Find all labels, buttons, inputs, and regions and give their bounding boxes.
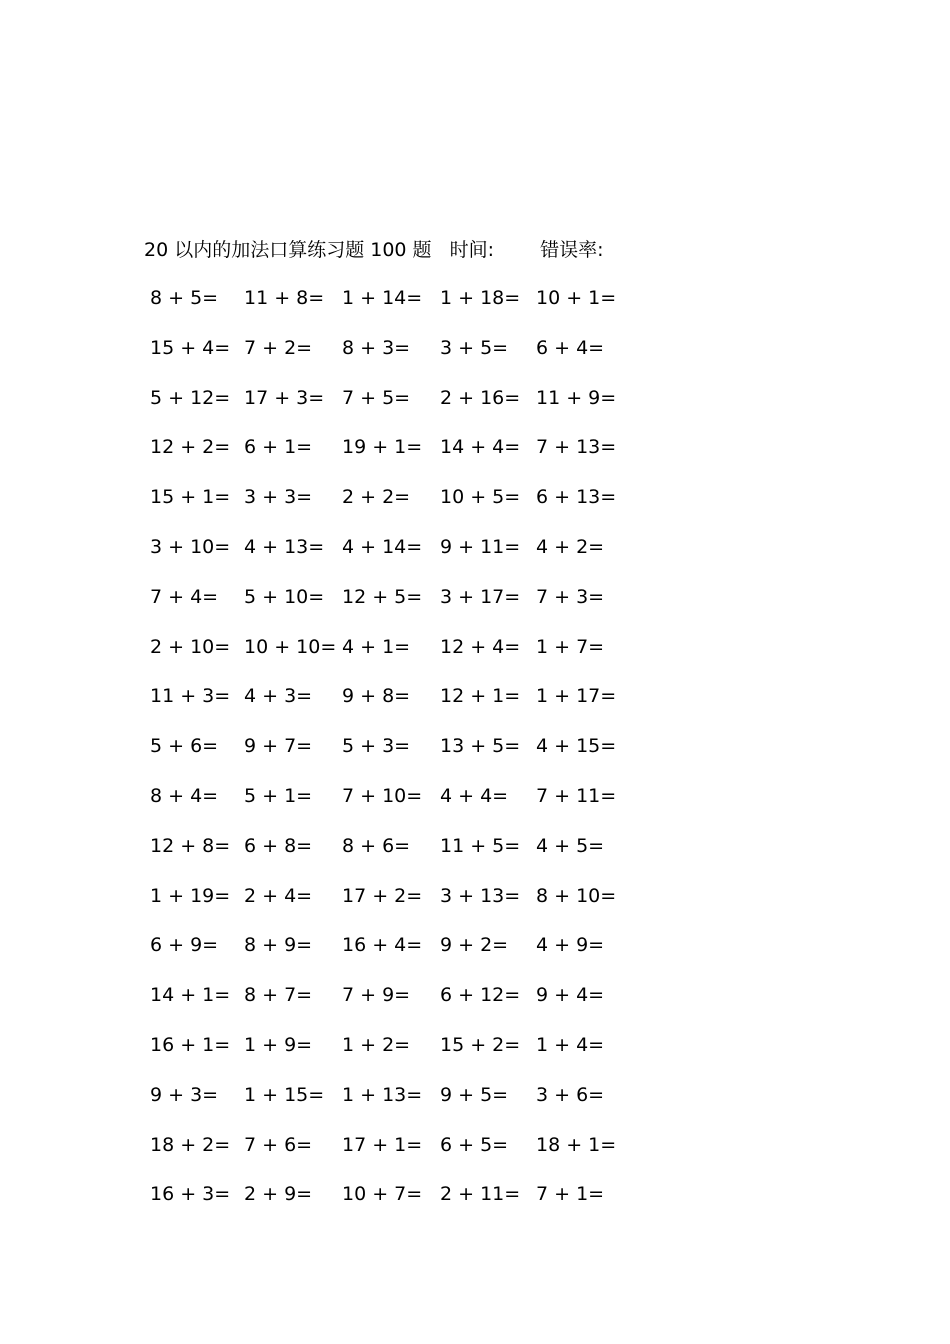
problem-r12-c3: 8 + 6= bbox=[342, 835, 411, 857]
problem-r18-c4: 6 + 5= bbox=[440, 1134, 509, 1156]
problem-r3-c1: 5 + 12= bbox=[150, 387, 231, 409]
problem-r14-c2: 8 + 9= bbox=[244, 934, 313, 956]
problem-r11-c4: 4 + 4= bbox=[440, 785, 509, 807]
problem-r15-c1: 14 + 1= bbox=[150, 984, 231, 1006]
problem-r1-c3: 1 + 14= bbox=[342, 287, 423, 309]
problem-r17-c5: 3 + 6= bbox=[536, 1084, 605, 1106]
problem-r6-c2: 4 + 13= bbox=[244, 536, 325, 558]
problem-r2-c2: 7 + 2= bbox=[244, 337, 313, 359]
problem-r13-c3: 17 + 2= bbox=[342, 885, 423, 907]
problem-r13-c5: 8 + 10= bbox=[536, 885, 617, 907]
problem-r15-c3: 7 + 9= bbox=[342, 984, 411, 1006]
problem-r2-c5: 6 + 4= bbox=[536, 337, 605, 359]
problem-r12-c4: 11 + 5= bbox=[440, 835, 521, 857]
problem-r18-c2: 7 + 6= bbox=[244, 1134, 313, 1156]
problem-r19-c5: 7 + 1= bbox=[536, 1183, 605, 1205]
problem-r17-c3: 1 + 13= bbox=[342, 1084, 423, 1106]
problem-r8-c2: 10 + 10= bbox=[244, 636, 337, 658]
problem-r5-c5: 6 + 13= bbox=[536, 486, 617, 508]
problem-r13-c4: 3 + 13= bbox=[440, 885, 521, 907]
problem-r9-c4: 12 + 1= bbox=[440, 685, 521, 707]
problem-r12-c2: 6 + 8= bbox=[244, 835, 313, 857]
problem-r6-c1: 3 + 10= bbox=[150, 536, 231, 558]
problem-r13-c1: 1 + 19= bbox=[150, 885, 231, 907]
problem-r7-c2: 5 + 10= bbox=[244, 586, 325, 608]
problem-r8-c3: 4 + 1= bbox=[342, 636, 411, 658]
problem-r14-c3: 16 + 4= bbox=[342, 934, 423, 956]
problem-r4-c5: 7 + 13= bbox=[536, 436, 617, 458]
problem-r1-c4: 1 + 18= bbox=[440, 287, 521, 309]
problem-r18-c3: 17 + 1= bbox=[342, 1134, 423, 1156]
problem-r10-c1: 5 + 6= bbox=[150, 735, 219, 757]
problem-r3-c5: 11 + 9= bbox=[536, 387, 617, 409]
time-label: 时间: bbox=[449, 239, 495, 261]
problem-r1-c1: 8 + 5= bbox=[150, 287, 219, 309]
problem-r8-c4: 12 + 4= bbox=[440, 636, 521, 658]
problem-r10-c4: 13 + 5= bbox=[440, 735, 521, 757]
problem-r7-c3: 12 + 5= bbox=[342, 586, 423, 608]
problem-r2-c3: 8 + 3= bbox=[342, 337, 411, 359]
problem-r4-c2: 6 + 1= bbox=[244, 436, 313, 458]
problem-r2-c4: 3 + 5= bbox=[440, 337, 509, 359]
problem-r6-c5: 4 + 2= bbox=[536, 536, 605, 558]
problem-r9-c5: 1 + 17= bbox=[536, 685, 617, 707]
problem-r19-c1: 16 + 3= bbox=[150, 1183, 231, 1205]
problem-r10-c2: 9 + 7= bbox=[244, 735, 313, 757]
problem-r16-c5: 1 + 4= bbox=[536, 1034, 605, 1056]
problem-r15-c5: 9 + 4= bbox=[536, 984, 605, 1006]
problem-r4-c3: 19 + 1= bbox=[342, 436, 423, 458]
problem-r4-c1: 12 + 2= bbox=[150, 436, 231, 458]
problem-r18-c1: 18 + 2= bbox=[150, 1134, 231, 1156]
problem-r14-c4: 9 + 2= bbox=[440, 934, 509, 956]
problem-r19-c2: 2 + 9= bbox=[244, 1183, 313, 1205]
problem-r2-c1: 15 + 4= bbox=[150, 337, 231, 359]
problem-r17-c4: 9 + 5= bbox=[440, 1084, 509, 1106]
problem-r10-c5: 4 + 15= bbox=[536, 735, 617, 757]
problem-r16-c1: 16 + 1= bbox=[150, 1034, 231, 1056]
problem-r14-c1: 6 + 9= bbox=[150, 934, 219, 956]
problem-r12-c5: 4 + 5= bbox=[536, 835, 605, 857]
problem-r9-c1: 11 + 3= bbox=[150, 685, 231, 707]
problem-r3-c4: 2 + 16= bbox=[440, 387, 521, 409]
problem-r7-c1: 7 + 4= bbox=[150, 586, 219, 608]
problem-r14-c5: 4 + 9= bbox=[536, 934, 605, 956]
problem-r5-c3: 2 + 2= bbox=[342, 486, 411, 508]
problem-r19-c4: 2 + 11= bbox=[440, 1183, 521, 1205]
problem-r11-c3: 7 + 10= bbox=[342, 785, 423, 807]
problem-r16-c3: 1 + 2= bbox=[342, 1034, 411, 1056]
problem-r19-c3: 10 + 7= bbox=[342, 1183, 423, 1205]
problem-r16-c2: 1 + 9= bbox=[244, 1034, 313, 1056]
problem-r5-c2: 3 + 3= bbox=[244, 486, 313, 508]
problem-r13-c2: 2 + 4= bbox=[244, 885, 313, 907]
problem-r8-c1: 2 + 10= bbox=[150, 636, 231, 658]
problem-r7-c5: 7 + 3= bbox=[536, 586, 605, 608]
problem-r18-c5: 18 + 1= bbox=[536, 1134, 617, 1156]
problem-r17-c2: 1 + 15= bbox=[244, 1084, 325, 1106]
problem-r6-c4: 9 + 11= bbox=[440, 536, 521, 558]
problem-r3-c3: 7 + 5= bbox=[342, 387, 411, 409]
problem-r11-c1: 8 + 4= bbox=[150, 785, 219, 807]
error-rate-label: 错误率: bbox=[540, 239, 604, 261]
problem-r4-c4: 14 + 4= bbox=[440, 436, 521, 458]
problem-r7-c4: 3 + 17= bbox=[440, 586, 521, 608]
problem-r16-c4: 15 + 2= bbox=[440, 1034, 521, 1056]
problem-r1-c2: 11 + 8= bbox=[244, 287, 325, 309]
problem-r15-c2: 8 + 7= bbox=[244, 984, 313, 1006]
problem-r17-c1: 9 + 3= bbox=[150, 1084, 219, 1106]
problem-r9-c2: 4 + 3= bbox=[244, 685, 313, 707]
problem-r5-c1: 15 + 1= bbox=[150, 486, 231, 508]
problem-r3-c2: 17 + 3= bbox=[244, 387, 325, 409]
problem-r8-c5: 1 + 7= bbox=[536, 636, 605, 658]
worksheet-title: 20 以内的加法口算练习题 100 题 bbox=[144, 239, 432, 261]
problem-r15-c4: 6 + 12= bbox=[440, 984, 521, 1006]
problem-r6-c3: 4 + 14= bbox=[342, 536, 423, 558]
problem-r5-c4: 10 + 5= bbox=[440, 486, 521, 508]
problem-r11-c5: 7 + 11= bbox=[536, 785, 617, 807]
problem-r1-c5: 10 + 1= bbox=[536, 287, 617, 309]
problem-r12-c1: 12 + 8= bbox=[150, 835, 231, 857]
problem-r10-c3: 5 + 3= bbox=[342, 735, 411, 757]
problem-r9-c3: 9 + 8= bbox=[342, 685, 411, 707]
problem-r11-c2: 5 + 1= bbox=[244, 785, 313, 807]
